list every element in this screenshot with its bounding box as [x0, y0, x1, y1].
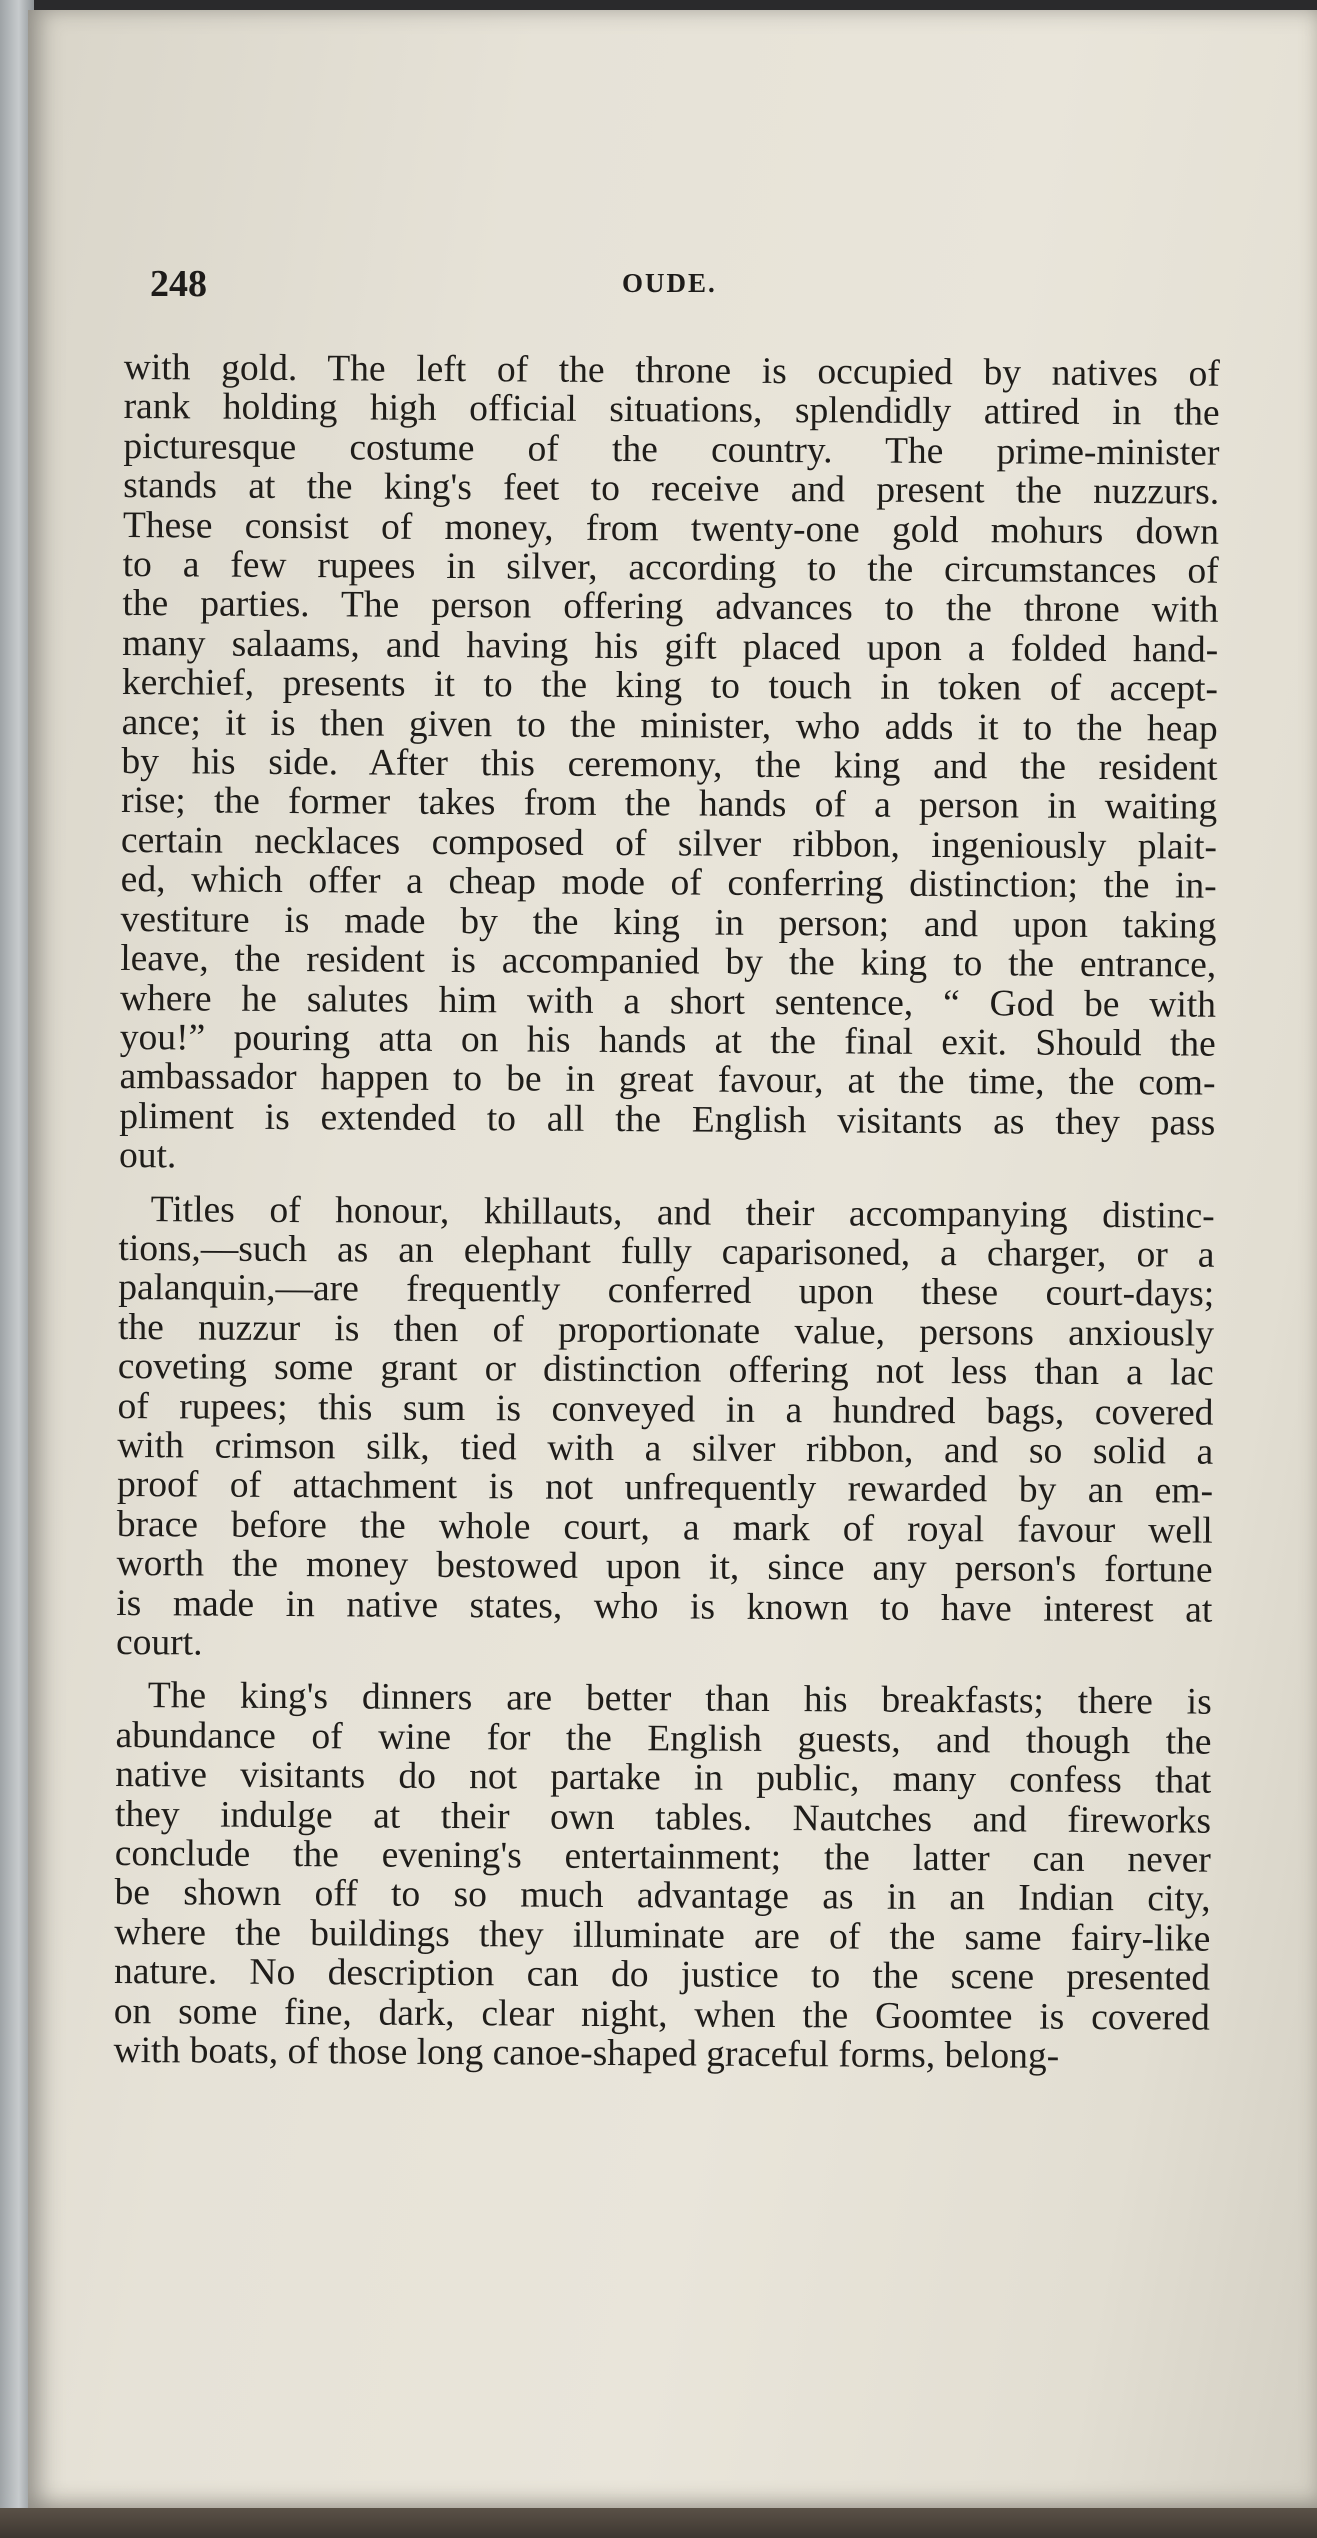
text-line: coveting some grant or distinction offering not less than a lac	[117, 1346, 1214, 1394]
text-line: leave, the resident is accompanied by the king to the entrance,	[120, 938, 1217, 986]
text-line: you!” pouring atta on his hands at the final exit. Should the	[119, 1016, 1216, 1065]
paragraph	[116, 1190, 1215, 1670]
body-text	[113, 348, 1220, 2077]
paragraph	[119, 348, 1220, 1182]
page-header	[150, 262, 1200, 305]
text-line: rise; the former takes from the hands of a person in waiting	[121, 780, 1218, 829]
text-line: with gold. The left of the throne is occupied by natives of	[123, 347, 1220, 395]
text-line: the parties. The person offering advances to the throne with	[122, 583, 1219, 632]
text-line: native visitants do not partake in public, many confess that	[115, 1754, 1212, 1802]
text-line: where the buildings they illuminate are of the same fairy-like	[114, 1911, 1211, 1960]
text-line: tions,—such as an elephant fully caparisoned, a charger, or a	[118, 1227, 1215, 1276]
text-line: of rupees; this sum is conveyed in a hundred bags, covered	[117, 1385, 1214, 1434]
text-line: ambassador happen to be in great favour, at the time, the com-	[119, 1056, 1216, 1104]
text-line: ance; it is then given to the minister, who adds it to the heap	[121, 701, 1218, 750]
page-bottom-edge	[0, 2508, 1317, 2538]
text-line: kerchief, presents it to the king to touch in token of accept-	[121, 662, 1219, 710]
paragraph	[113, 1676, 1211, 2077]
text-line: conclude the evening's entertainment; the latter can never	[114, 1833, 1211, 1881]
text-line: certain necklaces composed of silver ribbon, ingeniously plait-	[120, 819, 1218, 868]
text-line: Titles of honour, khillauts, and their accompanying distinc-	[150, 1188, 1215, 1237]
text-line: The king's dinners are better than his breakfasts; there is	[147, 1675, 1212, 1724]
text-line: they indulge at their own tables. Nautches and fireworks	[114, 1793, 1212, 1842]
text-line: vestiture is made by the king in person; and upon taking	[120, 898, 1217, 947]
text-line: brace before the whole court, a mark of royal favour well	[116, 1503, 1213, 1552]
text-line: pliment is extended to all the English visitants as they pass	[119, 1095, 1216, 1144]
text-line: by his side. After this ceremony, the king and the resident	[121, 741, 1218, 789]
text-line: the nuzzur is then of proportionate value, persons anxiously	[117, 1306, 1215, 1355]
text-line: is made in native states, who is known to have interest at	[116, 1582, 1213, 1631]
text-line: with crimson silk, tied with a silver ribbon, and so solid a	[117, 1424, 1214, 1473]
text-line: out.	[118, 1135, 177, 1177]
page-number: 248	[150, 263, 207, 305]
text-line: abundance of wine for the English guests, and though the	[115, 1714, 1212, 1763]
text-line: worth the money bestowed upon it, since any person's fortune	[116, 1543, 1213, 1591]
text-line: ed, which offer a cheap mode of conferring distinction; the in-	[120, 859, 1217, 907]
text-line: proof of attachment is not unfrequently rewarded by an em-	[116, 1464, 1214, 1513]
text-line: palanquin,—are frequently conferred upon these court-days;	[118, 1267, 1215, 1316]
text-line: picturesque costume of the country. The prime-minister	[123, 425, 1220, 474]
text-line: nature. No description can do justice to the scene presented	[113, 1951, 1211, 1999]
running-head: OUDE.	[622, 268, 717, 298]
text-line: These consist of money, from twenty-one gold mohurs down	[122, 504, 1220, 553]
text-line: be shown off to so much advantage as in an Indian city,	[114, 1872, 1211, 1921]
text-line: rank holding high official situations, splendidly attired in the	[123, 386, 1220, 435]
text-line: with boats, of those long canoe-shaped graceful forms, belong-	[113, 2030, 1060, 2077]
text-line: many salaams, and having his gift placed upon a folded hand-	[122, 622, 1219, 671]
text-line: on some fine, dark, clear night, when the Goomtee is covered	[113, 1990, 1210, 2039]
text-line: where he salutes him with a short sentence, “ God be with	[119, 977, 1217, 1026]
text-line: court.	[115, 1621, 203, 1664]
text-line: to a few rupees in silver, according to the circumstances of	[122, 544, 1219, 592]
text-line: stands at the king's feet to receive and present the nuzzurs.	[123, 465, 1220, 513]
